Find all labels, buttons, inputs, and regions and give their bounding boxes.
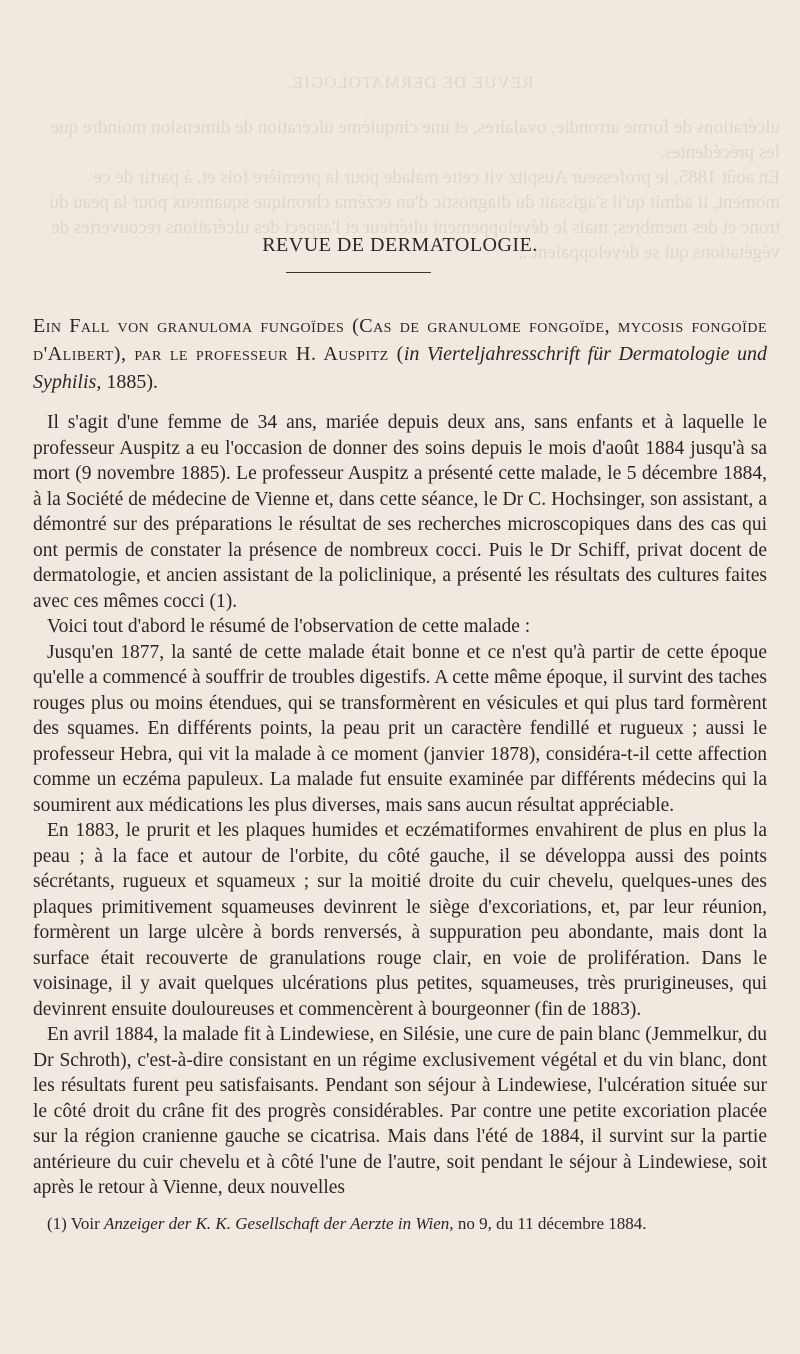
paragraph: En 1883, le prurit et les plaques humides et eczématiformes envahirent de plus en plus la peau ; à la face et autour de l'orbite, du côté gauche, il se développa aussi des points sécrétants, rugueux et squameux ; sur la moitié droite du cuir chevelu, quelques-unes des plaques primitivement squameuses devinrent le siège d'excoriations, et, par leur réunion, formèrent un large ulcère à bords renversés, à suppuration peu abondante, mais dont la surface était recouverte de granulations rouge clair, en voie de prolifération. Dans le voisinage, il y avait quelques ulcérations plus petites, squameuses, très prurigineuses, qui devinrent ensuite douloureuses et commencèrent à bourgeonner (fin de 1883). (33, 820, 767, 1020)
ghost-heading: REVUE DE DERMATOLOGIE. (286, 73, 534, 92)
article-heading (33, 312, 767, 396)
footnote (33, 1213, 767, 1235)
ghost-paragraph: ulcérations de forme arrondie, ovalaires, et une cinquième ulcération de dimension moindre que les précédentes. (50, 117, 780, 163)
footnote-source: Anzeiger der K. K. Gesellschaft der Aerzte in Wien, (104, 1214, 454, 1233)
heading-source: in Vierteljahresschrift für Dermatologie und Syphilis, (33, 343, 767, 393)
page-title: REVUE DE DERMATOLOGIE. (262, 234, 538, 256)
footnote-prefix: (1) Voir (47, 1214, 104, 1233)
paragraph: Jusqu'en 1877, la santé de cette malade était bonne et ce n'est qu'à partir de cette époque qu'elle a commencé à souffrir de troubles digestifs. A cette même époque, il survint des taches rouges plus ou moins étendues, qui se transformèrent en vésicules et qui plus tard formèrent des squames. En différents points, la peau prit un caractère fendillé et rugueux ; aussi le professeur Hebra, qui vit la malade à ce moment (janvier 1878), considéra-t-il cette affection comme un eczéma papuleux. La malade fut ensuite examinée par différents médecins qui la soumirent aux médications les plus diverses, mais sans aucun résultat appréciable. (33, 641, 767, 816)
ghost-paragraph: En août 1885, le professeur Auspitz vit cette malade pour la première fois et, à partir de ce moment, il admit qu'il s'agissait du diagnostic d'un eczéma chronique squameux pour la peau du tronc et des membres; mais le développement ultérieur et l'aspect des ulcérations recouvertes de végétations qui se développaient... (49, 167, 780, 263)
article (33, 312, 767, 1201)
title-rule (286, 272, 431, 273)
heading-text: Ein Fall von granuloma fungoïdes (Cas de granulome fongoïde, mycosis fongoïde d'Alibert), par le professeur H. Auspitz ( (33, 315, 767, 365)
heading-year: 1885). (101, 371, 159, 393)
footnote-suffix: no 9, du 11 décembre 1884. (453, 1214, 647, 1233)
paragraph: Il s'agit d'une femme de 34 ans, mariée depuis deux ans, sans enfants et à laquelle le professeur Auspitz a eu l'occasion de donner des soins depuis le mois d'août 1884 jusqu'à sa mort (9 novembre 1885). Le professeur Auspitz a présenté cette malade, le 5 décembre 1884, à la Société de médecine de Vienne et, dans cette séance, le Dr C. Hochsinger, son assistant, a démontré sur des préparations le résultat de ses recherches microscopiques dans des cas qui ont permis de constater la présence de nombreux cocci. Puis le Dr Schiff, privat docent de dermatologie, et ancien assistant de la policlinique, a présenté les résultats des cultures faites avec ces mêmes cocci (1). (33, 412, 767, 612)
paragraph: En avril 1884, la malade fit à Lindewiese, en Silésie, une cure de pain blanc (Jemmelkur, du Dr Schroth), c'est-à-dire consistant en un régime exclusivement végétal et du vin blanc, dont les résultats furent peu satisfaisants. Pendant son séjour à Lindewiese, l'ulcération située sur le côté droit du crâne fit des progrès considérables. Par contre une petite excoriation placée sur la région cranienne gauche se cicatrisa. Mais dans l'été de 1884, il survint sur la partie antérieure du cuir chevelu et à côté l'une de l'autre, soit pendant le séjour à Lindewiese, soit après le retour à Vienne, deux nouvelles (33, 1024, 767, 1198)
paragraph: Voici tout d'abord le résumé de l'observation de cette malade : (47, 616, 531, 637)
